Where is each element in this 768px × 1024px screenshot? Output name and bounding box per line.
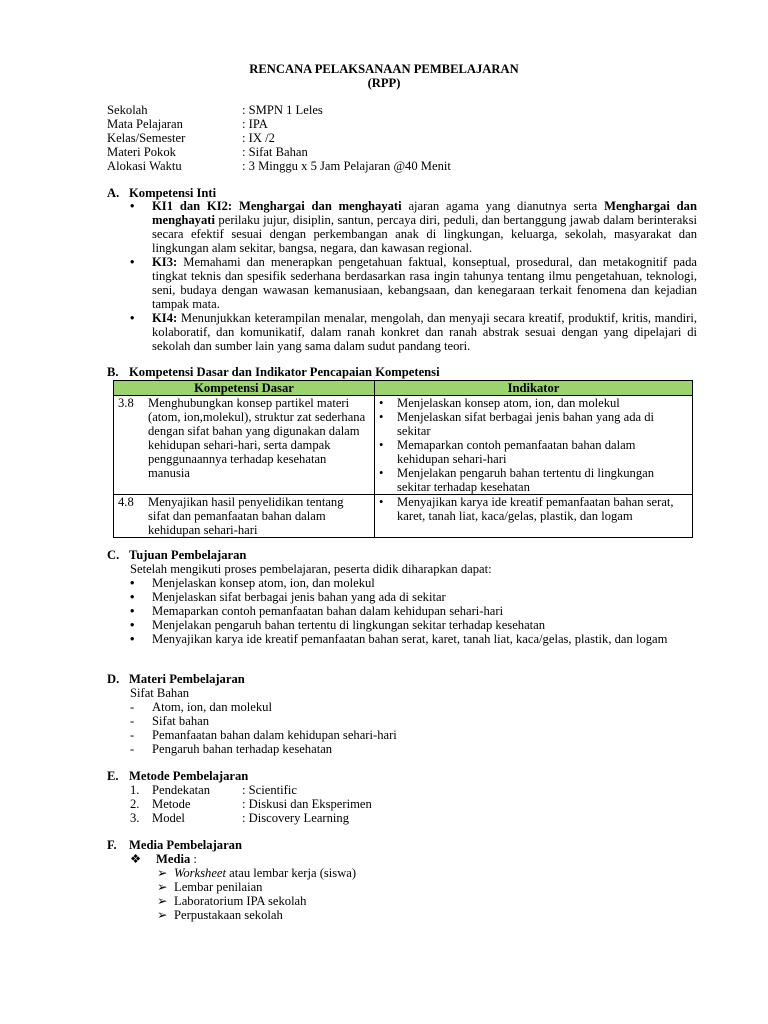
- ki3-paragraph: [130, 255, 697, 311]
- bullet: •: [130, 590, 135, 604]
- identity-value: : IX /2: [242, 131, 275, 145]
- list-item-text: Atom, ion, dan molekul: [152, 700, 272, 714]
- method-label: Pendekatan: [152, 783, 211, 797]
- list-item-text: Menyajikan karya ide kreatif pemanfaatan bahan serat, karet, tanah liat, kaca/gelas, plastik, dan logam: [152, 632, 668, 646]
- method-row: [130, 783, 297, 797]
- section-c-heading: [107, 548, 246, 562]
- worksheet-rest: atau lembar kerja (siswa): [226, 866, 357, 880]
- bullet: -: [130, 742, 135, 756]
- bullet: -: [130, 700, 135, 714]
- bullet: •: [130, 576, 135, 590]
- method-value: : Discovery Learning: [242, 811, 350, 825]
- media-item: [157, 908, 283, 922]
- competency-table: [113, 380, 693, 538]
- ki12-label: KI1 dan KI2:: [152, 199, 233, 213]
- kd-number: 3.8: [118, 396, 134, 410]
- bullet: •: [130, 632, 135, 646]
- identity-row-topic: [107, 145, 308, 159]
- list-item-text: Pengaruh bahan terhadap kesehatan: [152, 742, 333, 756]
- section-letter: B.: [107, 365, 119, 379]
- list-item: [130, 700, 690, 714]
- indicator-text: Menjelakan pengaruh bahan tertentu di lingkungan sekitar terhadap kesehatan: [397, 466, 655, 494]
- section-a-heading: [107, 186, 216, 200]
- indicator-text: Menjelaskan sifat berbagai jenis bahan yang ada di sekitar: [397, 410, 655, 438]
- kd-cell: [114, 396, 375, 495]
- identity-value: : IPA: [242, 117, 268, 131]
- indicator-text: Memaparkan contoh pemanfaatan bahan dalam kehidupan sehari-hari: [397, 438, 636, 466]
- section-title: Kompetensi Inti: [129, 186, 217, 200]
- method-label: Metode: [152, 797, 191, 811]
- media-subheading: [130, 852, 197, 866]
- indicator-text: Menyajikan karya ide kreatif pemanfaatan bahan serat, karet, tanah liat, kaca/gelas, plastik, dan logam: [397, 495, 674, 523]
- media-item-text: Laboratorium IPA sekolah: [174, 894, 307, 908]
- identity-label: Materi Pokok: [107, 145, 176, 159]
- table-row: [114, 396, 693, 495]
- method-number: 2.: [130, 797, 140, 811]
- indicator-text: Menjelaskan konsep atom, ion, dan molekul: [397, 396, 620, 410]
- identity-label: Sekolah: [107, 103, 148, 117]
- media-label: Media: [156, 852, 191, 866]
- section-b-heading: [107, 365, 440, 379]
- arrow-icon: ➢: [157, 908, 168, 922]
- identity-label: Alokasi Waktu: [107, 159, 182, 173]
- indicator-item: [375, 396, 688, 410]
- bullet: •: [130, 618, 135, 632]
- section-letter: A.: [107, 186, 120, 200]
- section-letter: C.: [107, 548, 120, 562]
- bullet: •: [130, 255, 135, 269]
- table-header-kd: Kompetensi Dasar: [114, 381, 375, 396]
- identity-row-class: [107, 131, 275, 145]
- ki12-text1: ajaran agama yang dianutnya serta: [401, 199, 605, 213]
- indicator-item: [375, 466, 688, 494]
- bullet: •: [379, 438, 384, 452]
- section-title: Tujuan Pembelajaran: [129, 548, 247, 562]
- method-value: : Scientific: [242, 783, 297, 797]
- ki4-paragraph: [130, 311, 697, 353]
- bullet: •: [130, 604, 135, 618]
- kd-text: Menghubungkan konsep partikel materi (atom, ion,molekul), struktur zat sederhana dengan sifat bahan yang digunakan dalam kehidupan sehari-hari, serta dampak penggunaannya terhadap kesehatan manusia: [148, 396, 366, 480]
- method-number: 1.: [130, 783, 140, 797]
- list-item-text: Pemanfaatan bahan dalam kehidupan sehari-hari: [152, 728, 397, 742]
- section-d-intro: Sifat Bahan: [130, 686, 190, 700]
- indicator-item: [375, 410, 688, 438]
- section-title: Kompetensi Dasar dan Indikator Pencapaian Kompetensi: [129, 365, 440, 379]
- list-item: [130, 714, 690, 728]
- document-subtitle: (RPP): [367, 76, 401, 90]
- identity-value: : SMPN 1 Leles: [242, 103, 323, 117]
- kd-text: Menyajikan hasil penyelidikan tentang sifat dan pemanfaatan bahan dalam kehidupan sehari-hari: [148, 495, 344, 537]
- list-item: [130, 742, 690, 756]
- table-header-indicator: Indikator: [375, 381, 693, 396]
- arrow-icon: ➢: [157, 866, 168, 880]
- ki4-label: KI4:: [152, 311, 178, 325]
- table-row: [114, 495, 693, 538]
- ki4-text: Menunjukkan keterampilan menalar, mengolah, dan menyaji secara kreatif, produktif, kritis, mandiri, kolaboratif, dan komunikatif, dalam ranah konkret dan ranah abstrak sesuai dengan yang dipelajari di sekolah dan sumber lain yang sama dalam sudut pandang teori.: [152, 311, 697, 353]
- identity-label: Kelas/Semester: [107, 131, 186, 145]
- arrow-icon: ➢: [157, 880, 168, 894]
- list-item: [130, 576, 690, 590]
- media-item: [157, 880, 262, 894]
- indicator-item: [375, 495, 688, 523]
- media-item-text: Perpustakaan sekolah: [174, 908, 283, 922]
- ki12-bold1: Menghargai dan menghayati: [238, 199, 402, 213]
- bullet: •: [130, 199, 135, 213]
- bullet: -: [130, 728, 135, 742]
- media-colon: :: [190, 852, 197, 866]
- section-letter: E.: [107, 769, 119, 783]
- kd-cell: [114, 495, 375, 538]
- ki12-text2: perilaku jujur, disiplin, santun, percaya diri, peduli, dan bertanggung jawab dalam berinteraksi secara efektif sesuai dengan perkembangan anak di lingkungan, keluarga, sekolah, masyarakat dan lingkungan alam sekitar, bangsa, negara, dan kawasan regional.: [152, 213, 697, 255]
- method-value: : Diskusi dan Eksperimen: [242, 797, 372, 811]
- document-title: RENCANA PELAKSANAAN PEMBELAJARAN: [249, 62, 519, 76]
- section-c-intro: Setelah mengikuti proses pembelajaran, peserta didik diharapkan dapat:: [130, 562, 492, 576]
- method-row: [130, 797, 372, 811]
- list-item-text: Menjelakan pengaruh bahan tertentu di lingkungan sekitar terhadap kesehatan: [152, 618, 546, 632]
- list-item: [130, 618, 690, 632]
- worksheet-italic: Worksheet: [174, 866, 226, 880]
- arrow-icon: ➢: [157, 894, 168, 908]
- list-item-text: Menjelaskan konsep atom, ion, dan molekul: [152, 576, 375, 590]
- identity-value: : 3 Minggu x 5 Jam Pelajaran @40 Menit: [242, 159, 451, 173]
- ki12-bold2: Menghargai dan menghayati: [152, 199, 697, 227]
- section-title: Materi Pembelajaran: [129, 672, 245, 686]
- method-label: Model: [152, 811, 185, 825]
- diamond-icon: ❖: [130, 852, 142, 866]
- identity-row-time: [107, 159, 451, 173]
- table-header-row: [114, 381, 693, 396]
- list-item: [130, 728, 690, 742]
- section-title: Metode Pembelajaran: [129, 769, 249, 783]
- list-item: [130, 604, 690, 618]
- bullet: •: [379, 410, 384, 424]
- list-item-text: Sifat bahan: [152, 714, 210, 728]
- bullet: -: [130, 714, 135, 728]
- media-item: [157, 894, 306, 908]
- identity-label: Mata Pelajaran: [107, 117, 183, 131]
- ki3-text: Memahami dan menerapkan pengetahuan faktual, konseptual, prosedural, dan metakognitif pada tingkat teknis dan spesifik sederhana berdasarkan rasa ingin tahunya tentang ilmu pengetahuan, teknologi, seni, budaya dengan wawasan kemanusiaan, kebangsaan, dan kenegaraan terkait fenomena dan kejadian tampak mata.: [152, 255, 697, 311]
- media-item: [157, 866, 356, 880]
- media-item-text: Lembar penilaian: [174, 880, 263, 894]
- list-item-text: Memaparkan contoh pemanfaatan bahan dalam kehidupan sehari-hari: [152, 604, 504, 618]
- kd-number: 4.8: [118, 495, 134, 509]
- section-d-heading: [107, 672, 245, 686]
- ki3-label: KI3:: [152, 255, 178, 269]
- section-letter: F.: [107, 838, 117, 852]
- bullet: •: [379, 495, 384, 509]
- indicator-cell: [375, 396, 693, 495]
- section-e-heading: [107, 769, 248, 783]
- identity-row-school: [107, 103, 323, 117]
- section-title: Media Pembelajaran: [129, 838, 242, 852]
- indicator-item: [375, 438, 688, 466]
- list-item-text: Menjelaskan sifat berbagai jenis bahan yang ada di sekitar: [152, 590, 446, 604]
- identity-value: : Sifat Bahan: [242, 145, 308, 159]
- bullet: •: [379, 396, 384, 410]
- section-f-heading: [107, 838, 242, 852]
- method-number: 3.: [130, 811, 140, 825]
- identity-row-subject: [107, 117, 268, 131]
- ki12-paragraph: [130, 199, 697, 255]
- bullet: •: [130, 311, 135, 325]
- indicator-cell: [375, 495, 693, 538]
- list-item: [130, 590, 690, 604]
- method-row: [130, 811, 350, 825]
- bullet: •: [379, 466, 384, 480]
- list-item: [130, 632, 690, 646]
- section-letter: D.: [107, 672, 120, 686]
